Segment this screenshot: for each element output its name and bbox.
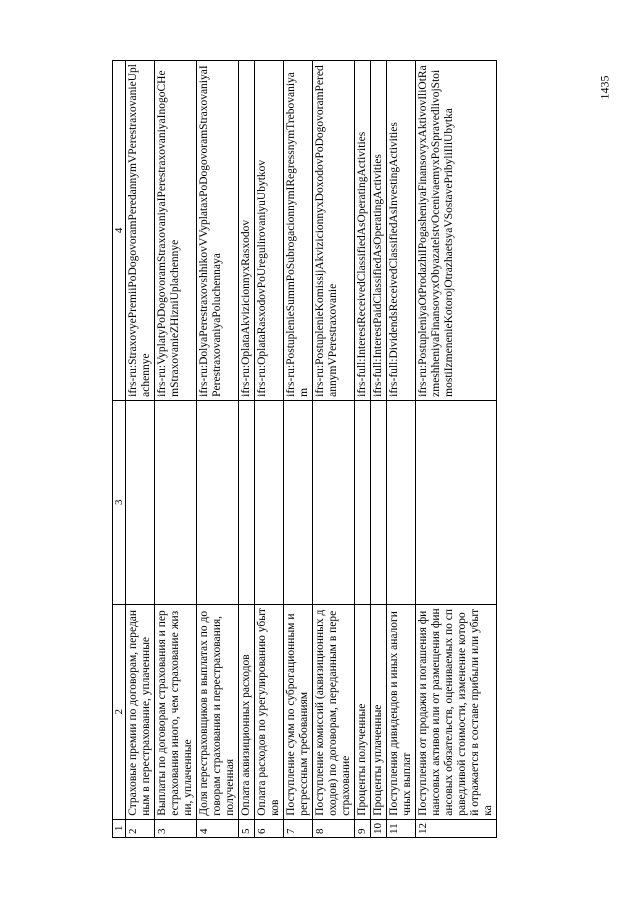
table-row (313, 61, 355, 838)
row-number: 4 (197, 819, 239, 837)
row-description: Выплаты по договорам страхования и перестрахования иного, чем страхование жизни, уплаченные (155, 604, 197, 819)
table-row (126, 61, 155, 838)
row-code (355, 400, 371, 604)
row-code (197, 400, 239, 604)
row-description: Оплата расходов по урегулированию убытков (255, 604, 284, 819)
row-code (239, 400, 255, 604)
table-row (197, 61, 239, 838)
row-taxonomy-tag: ifrs-ru:OplataAkvizicionnyxRasxodov (239, 61, 255, 401)
row-code (371, 400, 387, 604)
header-col-2: 2 (113, 604, 126, 819)
table-row (155, 61, 197, 838)
header-col-4: 4 (113, 61, 126, 401)
page-number: 1435 (597, 75, 612, 100)
table-row (416, 61, 497, 838)
row-description: Доля перестраховщиков в выплатах по договорам страхования и перестрахования, полученная (197, 604, 239, 819)
row-number: 2 (126, 819, 155, 837)
row-taxonomy-tag: ifrs-ru:VyplatyPoDogovoramStraxovaniyaIPerestraxovaniyaInogoCHemStraxovanieZHizniUplachennye (155, 61, 197, 401)
table-row (239, 61, 255, 838)
row-number: 8 (313, 819, 355, 837)
row-description: Проценты уплаченные (371, 604, 387, 819)
row-description: Страховые премии по договорам, переданным в перестрахование, уплаченные (126, 604, 155, 819)
row-taxonomy-tag: ifrs-full:InterestPaidClassifiedAsOperatingActivities (371, 61, 387, 401)
header-col-3: 3 (113, 400, 126, 604)
row-taxonomy-tag: ifrs-ru:PostupleniyaOtProdazhiIPogasheniyaFinansovyxAktivovIliOtRazmeshheniyaFinansovyxObyazatelstvOcenivaemyxPoSpravedlivojStoimostiIzmenenieKotorojOtrazhaetsyaVSostavePribyliIliUbytka (416, 61, 497, 401)
row-code (255, 400, 284, 604)
row-code (313, 400, 355, 604)
header-col-1: 1 (113, 819, 126, 837)
table-row (371, 61, 387, 838)
row-code (155, 400, 197, 604)
row-number: 5 (239, 819, 255, 837)
row-description: Поступление сумм по суброгационным и регрессным требованиям (284, 604, 313, 819)
row-taxonomy-tag: ifrs-ru:DolyaPerestraxovshhikovVVyplataxPoDogovoramStraxovaniyaIPerestraxovaniyaPoluchennaya (197, 61, 239, 401)
row-code (416, 400, 497, 604)
row-code (126, 400, 155, 604)
row-taxonomy-tag: ifrs-ru:PostuplenieSummPoSubrogacionnymIRegressnymTrebovaniyam (284, 61, 313, 401)
row-code (284, 400, 313, 604)
row-description: Проценты полученные (355, 604, 371, 819)
table-row (355, 61, 371, 838)
row-description: Поступления дивидендов и иных аналогичных выплат (387, 604, 416, 819)
row-number: 9 (355, 819, 371, 837)
row-description: Поступления от продажи и погашения финансовых активов или от размещения финансовых обязательств, оцениваемых по справедливой стоимости, изменение которой отражается в составе прибыли или убытка (416, 604, 497, 819)
table-row (255, 61, 284, 838)
table-row (387, 61, 416, 838)
row-taxonomy-tag: ifrs-ru:PostuplenieKomissijAkvizicionnyxDoxodovPoDogovoramPeredannymVPerestraxovanie (313, 61, 355, 401)
row-number: 7 (284, 819, 313, 837)
rotated-page (112, 60, 587, 838)
row-number: 12 (416, 819, 497, 837)
table-row (284, 61, 313, 838)
row-taxonomy-tag: ifrs-ru:OplataRasxodovPoUregulirovaniyuUbytkov (255, 61, 284, 401)
row-description: Оплата аквизиционных расходов (239, 604, 255, 819)
row-number: 11 (387, 819, 416, 837)
row-taxonomy-tag: ifrs-ru:StraxovyePremiiPoDogovoramPeredannymVPerestraxovanieUplachennye (126, 61, 155, 401)
row-number: 6 (255, 819, 284, 837)
row-code (387, 400, 416, 604)
row-taxonomy-tag: ifrs-full:DividendsReceivedClassifiedAsInvestingActivities (387, 61, 416, 401)
row-taxonomy-tag: ifrs-full:InterestReceivedClassifiedAsOperatingActivities (355, 61, 371, 401)
row-number: 3 (155, 819, 197, 837)
table-header-row (113, 61, 126, 838)
taxonomy-table (112, 60, 497, 838)
row-number: 10 (371, 819, 387, 837)
row-description: Поступление комиссий (аквизиционных доходов) по договорам, переданным в перестрахование (313, 604, 355, 819)
